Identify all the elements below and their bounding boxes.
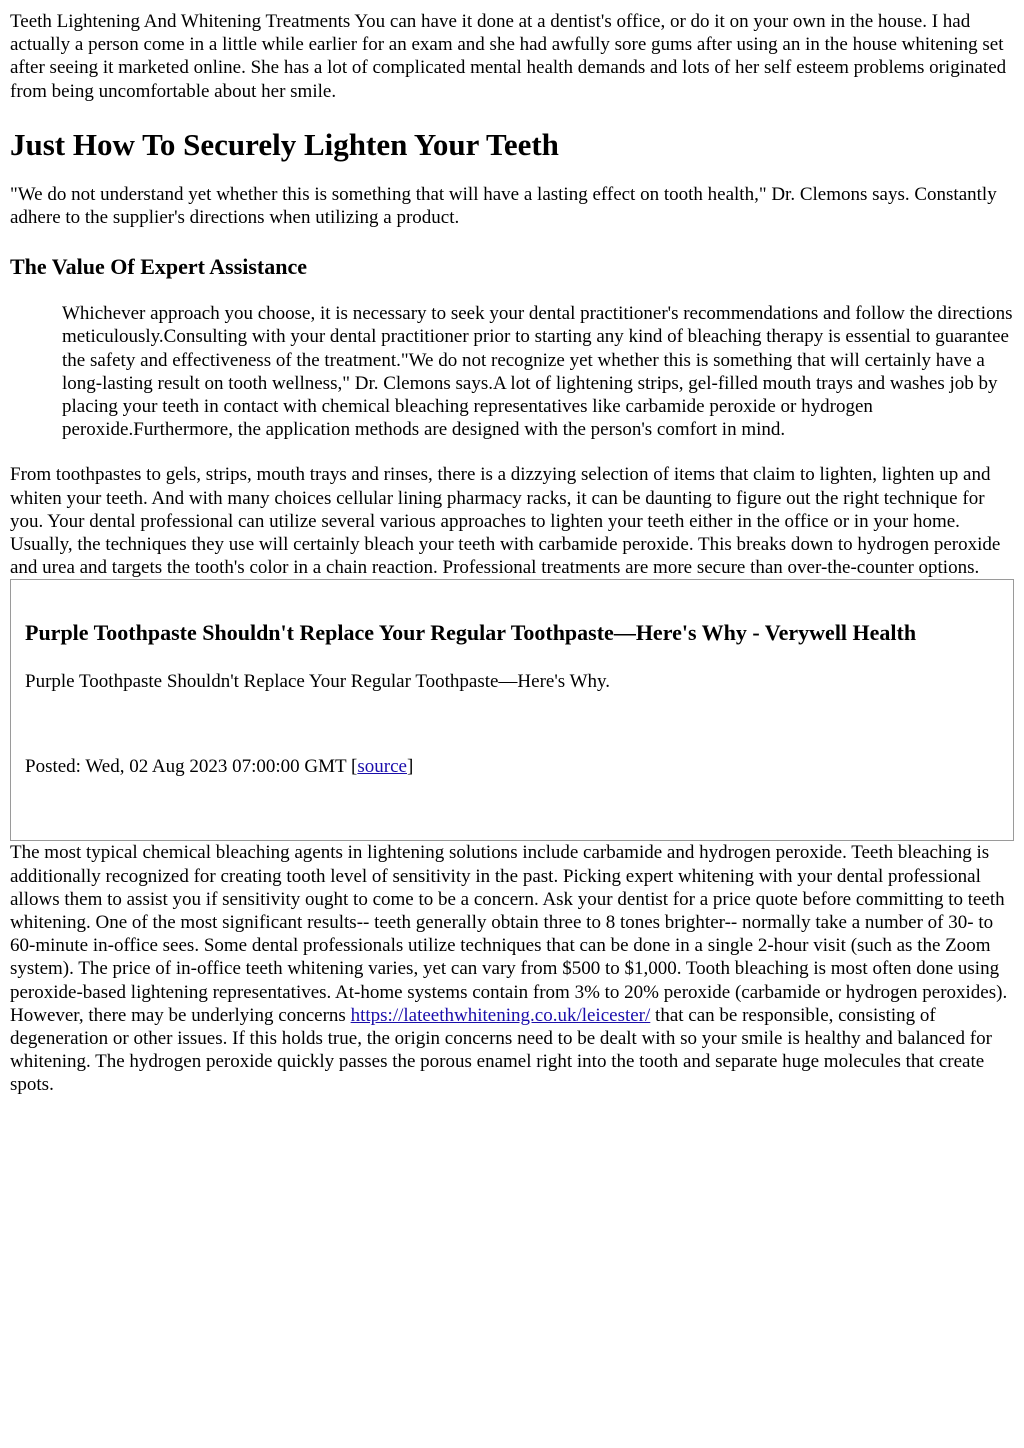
main-heading: Just How To Securely Lighten Your Teeth xyxy=(10,126,559,162)
news-posted-line xyxy=(25,755,999,778)
clinic-link[interactable]: https://lateethwhitening.co.uk/leicester/ xyxy=(350,1004,651,1026)
final-text-end: that can be responsible, consisting of degeneration or other issues. If this holds true, the origin concerns need to be dealt with so your smile is healthy and balanced for whitening. The hydrogen peroxide quickly passes the porous enamel right into the tooth and separate huge molecules that create spots. xyxy=(10,1004,992,1096)
intro-paragraph: Teeth Lightening And Whitening Treatments You can have it done at a dentist's office, or do it on your own in the house. I had actually a person come in a little while earlier for an exam and she had awfully sore gums after using an in the house whitening set after seeing it marketed online. She has a lot of complicated mental health demands and lots of her self esteem problems originated from being uncomfortable about her smile. xyxy=(10,11,1007,102)
posted-date: Posted: Wed, 02 Aug 2023 07:00:00 GMT [ xyxy=(25,755,358,777)
news-title: Purple Toothpaste Shouldn't Replace Your Regular Toothpaste—Here's Why - Verywell Health xyxy=(25,620,917,646)
products-paragraph: From toothpastes to gels, strips, mouth trays and rinses, there is a dizzying selection of items that claim to lighten, lighten up and whiten your teeth. And with many choices cellular lining pharmacy racks, it can be daunting to figure out the right technique for you. Your dental professional can utilize several various approaches to lighten your teeth either in the office or in your home. Usually, the techniques they use will certainly bleach your teeth with carbamide peroxide. This breaks down to hydrogen peroxide and urea and targets the tooth's color in a chain reaction. Professional treatments are more secure than over-the-counter options. xyxy=(10,464,1001,579)
posted-bracket: ] xyxy=(406,755,414,777)
final-text-start: The most typical chemical bleaching agents in lightening solutions include carbamide and hydrogen peroxide. Teeth bleaching is additionally recognized for creating tooth level of sensitivity in the past. Picking expert whitening with your dental professional allows them to assist you if sensitivity ought to come to be a concern. Ask your dentist for a price quote before committing to teeth whitening. One of the most significant results-- teeth generally obtain three to 8 tones brighter-- normally take a number of 30- to 60-minute in-office sees. Some dental professionals utilize techniques that can be done in a single 2-hour visit (such as the Zoom system). The price of in-office teeth whitening varies, yet can vary from $500 to $1,000. Tooth bleaching is most often done using peroxide-based lightening representatives. At-home systems contain from 3% to 20% peroxide (carbamide or hydrogen peroxides). However, there may be underlying concerns xyxy=(10,842,1008,1026)
sub-heading: The Value Of Expert Assistance xyxy=(10,254,308,280)
final-paragraph xyxy=(10,841,1014,1096)
expert-blockquote: Whichever approach you choose, it is necessary to seek your dental practitioner's recommendations and follow the directions meticulously.Consulting with your dental practitioner prior to starting any kind of bleaching therapy is essential to guarantee the safety and effectiveness of the treatment."We do not recognize yet whether this is something that will certainly have a long-lasting result on tooth wellness," Dr. Clemons says.A lot of lightening strips, gel-filled mouth trays and washes job by placing your teeth in contact with chemical bleaching representatives like carbamide peroxide or hydrogen peroxide.Furthermore, the application methods are designed with the person's comfort in mind. xyxy=(62,303,1013,441)
quote-paragraph: "We do not understand yet whether this is something that will have a lasting effect on tooth health," Dr. Clemons says. Constantly adhere to the supplier's directions when utilizing a product. xyxy=(10,183,997,229)
news-summary: Purple Toothpaste Shouldn't Replace Your Regular Toothpaste—Here's Why. xyxy=(25,671,611,693)
news-card xyxy=(10,579,1014,841)
source-link[interactable]: source xyxy=(357,755,407,777)
